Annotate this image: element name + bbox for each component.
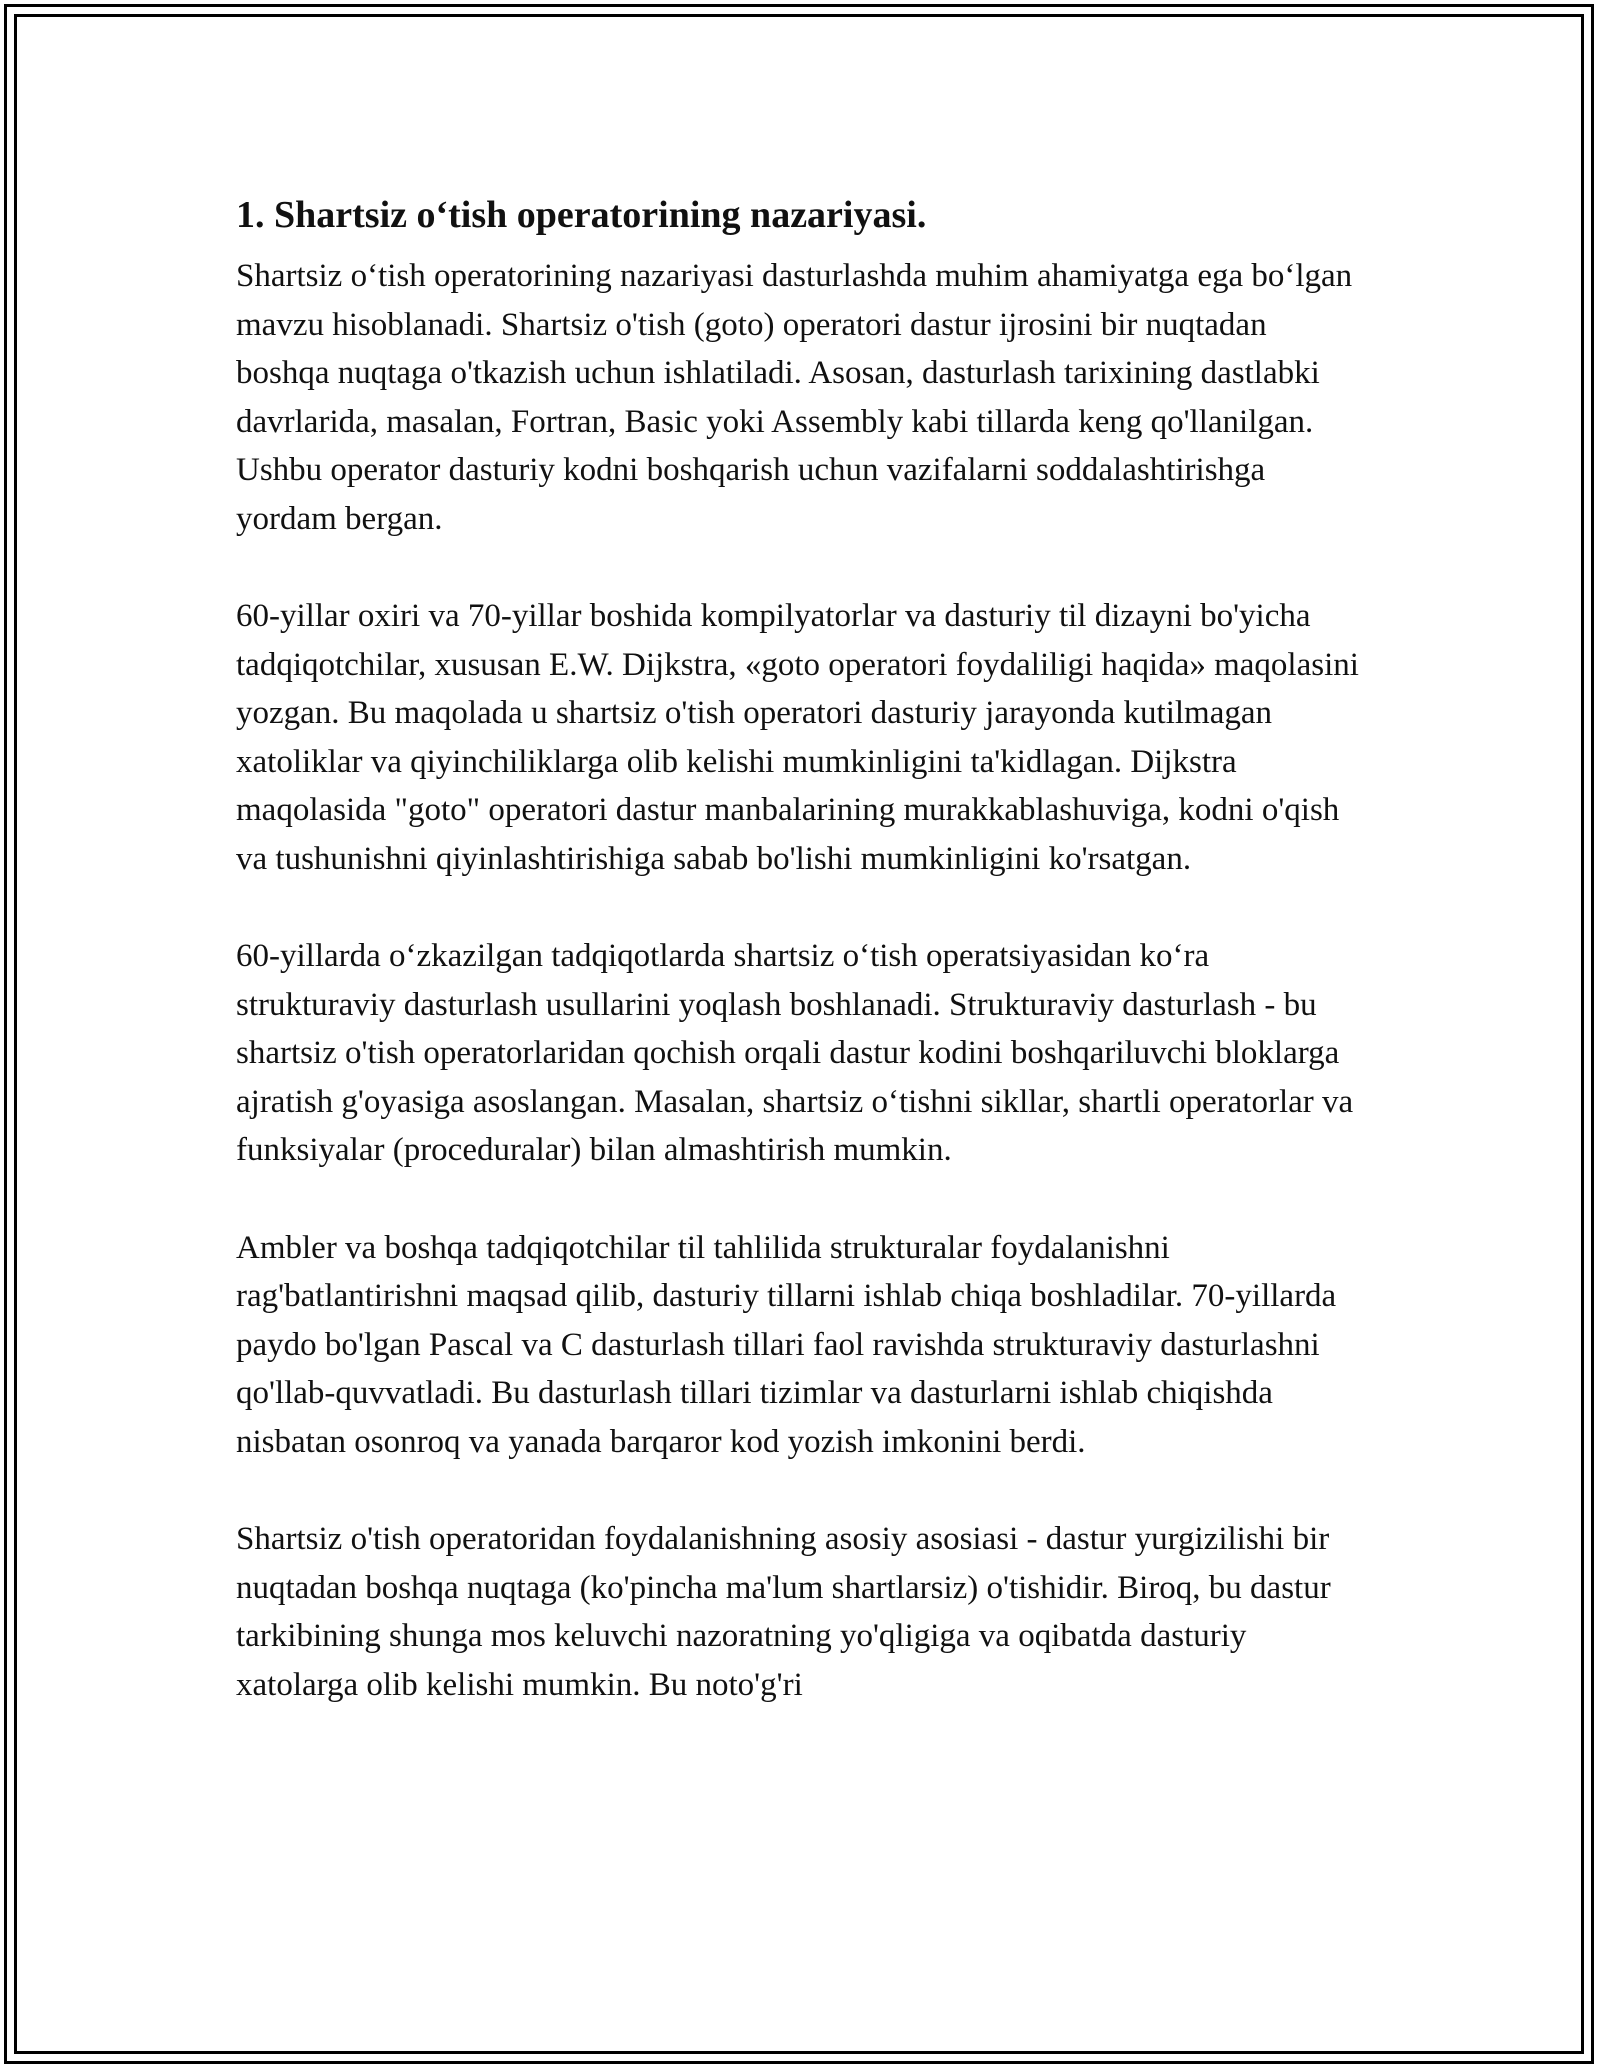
paragraph-3: 60-yillarda o‘zkazilgan tadqiqotlarda shartsiz o‘tish operatsiyasidan ko‘ra strukturaviy dasturlash usullarini yoqlash boshlanadi. Strukturaviy dasturlash - bu shartsiz o'tish operatorlaridan qochish orqali dastur kodini boshqariluvchi bloklarga ajratish g'oyasiga asoslangan. Masalan, shartsiz o‘tishni sikllar, shartli operatorlar va funksiyalar (proceduralar) bilan almashtirish mumkin. — [236, 938, 1354, 1168]
paragraph-1: Shartsiz o‘tish operatorining nazariyasi dasturlashda muhim ahamiyatga ega bo‘lgan mavzu hisoblanadi. Shartsiz o'tish (goto) operatori dastur ijrosini bir nuqtadan boshqa nuqtaga o'tkazish uchun ishlatiladi. Asosan, dasturlash tarixining dastlabki davrlarida, masalan, Fortran, Basic yoki Assembly kabi tillarda keng qo'llanilgan. Ushbu operator dasturiy kodni boshqarish uchun vazifalarni soddalashtirishga yordam bergan. — [236, 258, 1353, 537]
document-body — [236, 184, 1366, 1758]
paragraph-5: Shartsiz o'tish operatoridan foydalanishning asosiy asosiasi - dastur yurgizilishi bir nuqtadan boshqa nuqtaga (ko'pincha ma'lum shartlarsiz) o'tishidir. Biroq, bu dastur tarkibining shunga mos keluvchi nazoratning yo'qligiga va oqibatda dasturiy xatolarga olib kelishi mumkin. Bu noto'g'ri — [236, 1521, 1331, 1703]
paragraph-4: Ambler va boshqa tadqiqotchilar til tahlilida strukturalar foydalanishni rag'batlantirishni maqsad qilib, dasturiy tillarni ishlab chiqa boshladilar. 70-yillarda paydo bo'lgan Pascal va C dasturlash tillari faol ravishda strukturaviy dasturlashni qo'llab-quvvatladi. Bu dasturlash tillari tizimlar va dasturlarni ishlab chiqishda nisbatan osonroq va yanada barqaror kod yozish imkonini berdi. — [236, 1229, 1337, 1460]
section-heading: 1. Shartsiz o‘tish operatorining nazariyasi. — [236, 194, 927, 236]
paragraph-2: 60-yillar oxiri va 70-yillar boshida kompilyatorlar va dasturiy til dizayni bo'yicha tadqiqotchilar, xususan E.W. Dijkstra, «goto operatori foydaliligi haqida» maqolasini yozgan. Bu maqolada u shartsiz o'tish operatori dasturiy jarayonda kutilmagan xatoliklar va qiyinchiliklarga olib kelishi mumkinligini ta'kidlagan. Dijkstra maqolasida "goto" operatori dastur manbalarining murakkablashuviga, kodni o'qish va tushunishni qiyinlashtirishiga sabab bo'lishi mumkinligini ko'rsatgan. — [236, 598, 1359, 877]
